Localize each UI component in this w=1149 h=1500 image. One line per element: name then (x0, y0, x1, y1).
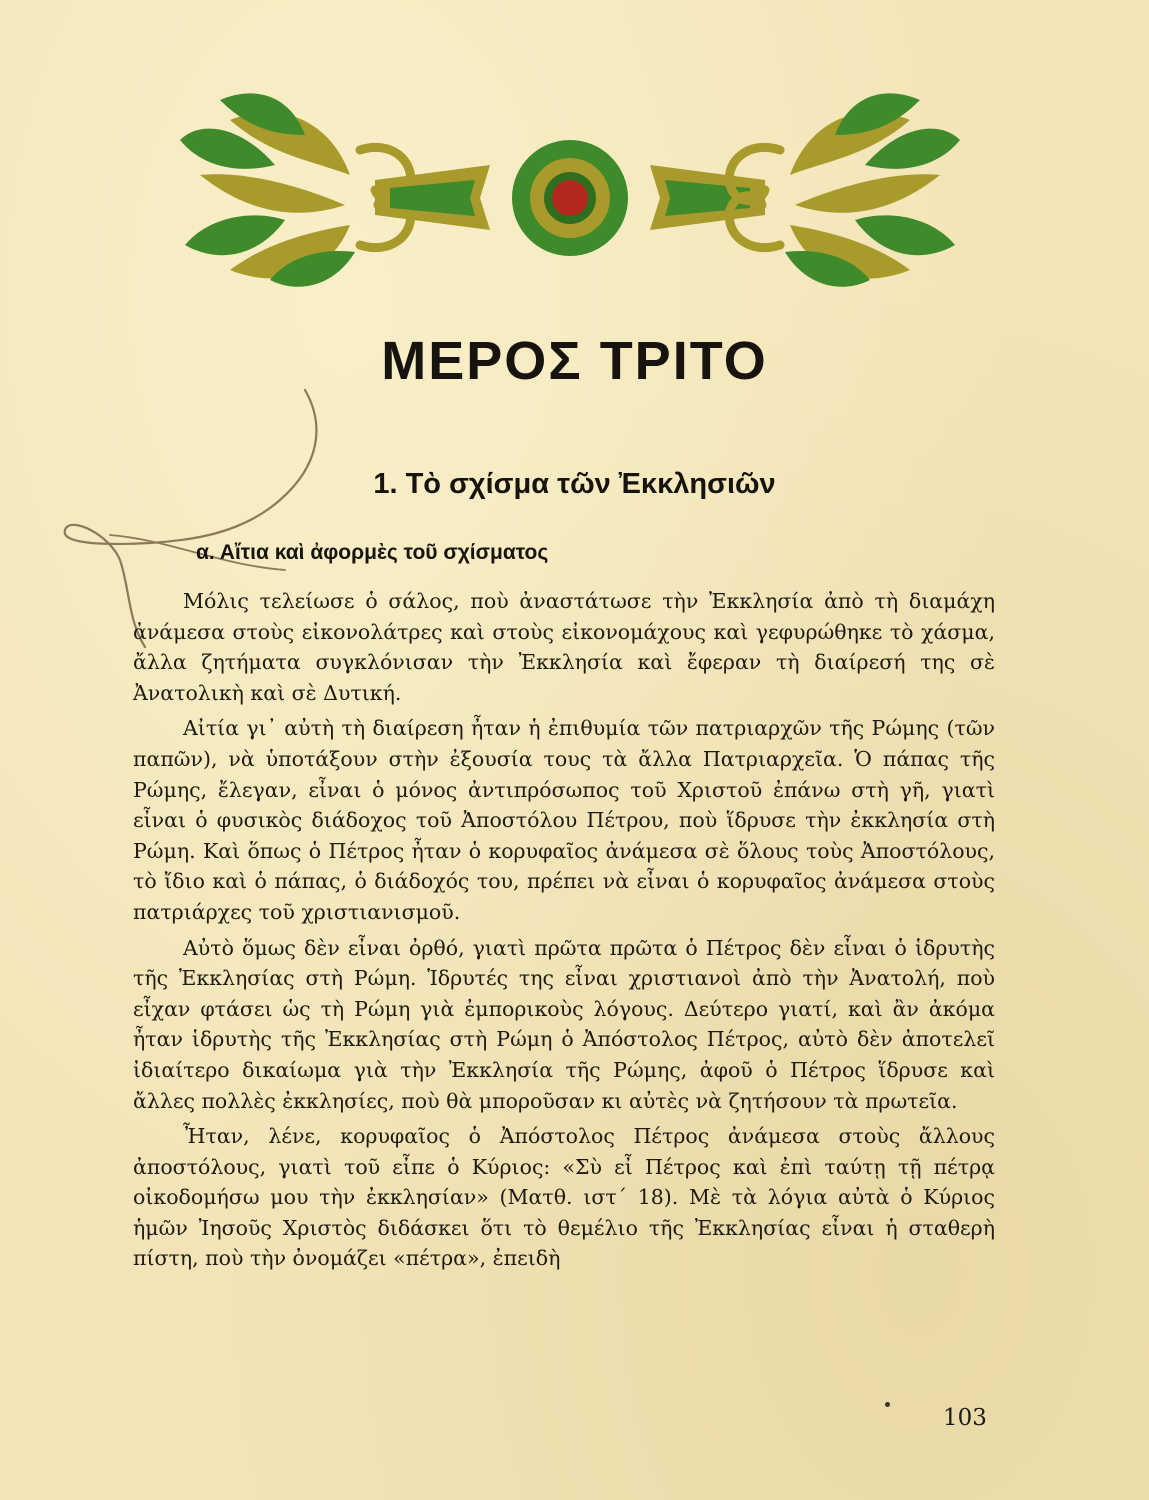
paragraph-3: Αὐτὸ ὅμως δὲν εἶναι ὀρθό, γιατὶ πρῶτα πρῶτα ὁ Πέτρος δὲν εἶναι ὁ ἱδρυτὴς τῆς Ἐκκλησίας στὴ Ρώμη. Ἱδρυτές της εἶναι χριστιανοὶ ἀπὸ τὴν Ἀνατολή, ποὺ εἶχαν φτάσει ὡς τὴ Ρώμη γιὰ ἐμπορικοὺς λόγους. Δεύτερο γιατί, καὶ ἂν ἀκόμα ἦταν ἱδρυτὴς τῆς Ἐκκλησίας στὴ Ρώμη ὁ Ἀπόστολος Πέτρος, αὐτὸ δὲν ἀποτελεῖ ἰδιαίτερο δικαίωμα γιὰ τὴν Ἐκκλησία τῆς Ρώμης, ἀφοῦ ὁ Πέτρος ἵδρυσε καὶ ἄλλες πολλὲς ἐκκλησίες, ποὺ θὰ μποροῦσαν κι αὐτὲς νὰ ζητήσουν τὰ πρωτεῖα. (133, 935, 995, 1113)
section-title: α. Αἴτια καὶ ἀφορμὲς τοῦ σχίσματος (196, 541, 549, 564)
page-number: 103 (943, 1405, 987, 1431)
body-text (133, 586, 995, 1279)
part-title: ΜΕΡΟΣ ΤΡΙΤΟ (381, 331, 768, 391)
chapter-title: 1. Τὸ σχίσμα τῶν Ἐκκλησιῶν (373, 468, 776, 500)
paragraph-2: Αἰτία γι᾽ αὐτὴ τὴ διαίρεση ἦταν ἡ ἐπιθυμία τῶν πατριαρχῶν τῆς Ρώμης (τῶν παπῶν), νὰ ὑποτάξουν στὴν ἐξουσία τους τὰ ἄλλα Πατριαρχεῖα. Ὁ πάπας τῆς Ρώμης, ἔλεγαν, εἶναι ὁ μόνος ἀντιπρόσωπος τοῦ Χριστοῦ ἐπάνω στὴ γῆ, γιατὶ εἶναι ὁ φυσικὸς διάδοχος τοῦ Ἀποστόλου Πέτρου, ποὺ ἵδρυσε τὴν ἐκκλησία στὴ Ρώμη. Καὶ ὅπως ὁ Πέτρος ἦταν ὁ κορυφαῖος ἀνάμεσα σὲ ὅλους τοὺς Ἀποστόλους, τὸ ἴδιο καὶ ὁ πάπας, ὁ διάδοχός του, πρέπει νὰ εἶναι ὁ κορυφαῖος ἀνάμεσα στοὺς πατριάρχες τοῦ χριστιανισμοῦ. (133, 716, 995, 924)
paragraph-4: Ἦταν, λένε, κορυφαῖος ὁ Ἀπόστολος Πέτρος ἀνάμεσα στοὺς ἄλλους ἀποστόλους, γιατὶ τοῦ εἶπε ὁ Κύριος: «Σὺ εἶ Πέτρος καὶ ἐπὶ ταύτῃ τῇ πέτρᾳ οἰκοδομήσω μου τὴν ἐκκλησίαν» (Ματθ. ιστ´ 18). Μὲ τὰ λόγια αὐτὰ ὁ Κύριος ἡμῶν Ἰησοῦς Χριστὸς διδάσκει ὅτι τὸ θεμέλιο τῆς Ἐκκλησίας εἶναι ἡ σταθερὴ πίστη, ποὺ τὴν ὀνομάζει «πέτρα», ἐπειδὴ (133, 1124, 995, 1271)
floral-ornament-icon (160, 80, 980, 300)
ink-dot (885, 1402, 890, 1407)
paragraph-1: Μόλις τελείωσε ὁ σάλος, ποὺ ἀναστάτωσε τὴν Ἐκκλησία ἀπὸ τὴ διαμάχη ἀνάμεσα στοὺς εἰκονολάτρες καὶ στοὺς εἰκονομάχους καὶ γεφυρώθηκε τὸ χάσμα, ἄλλα ζητήματα συγκλόνισαν τὴν Ἐκκλησία καὶ ἔφεραν τὴ διαίρεσή της σὲ Ἀνατολικὴ καὶ σὲ Δυτική. (133, 589, 995, 705)
